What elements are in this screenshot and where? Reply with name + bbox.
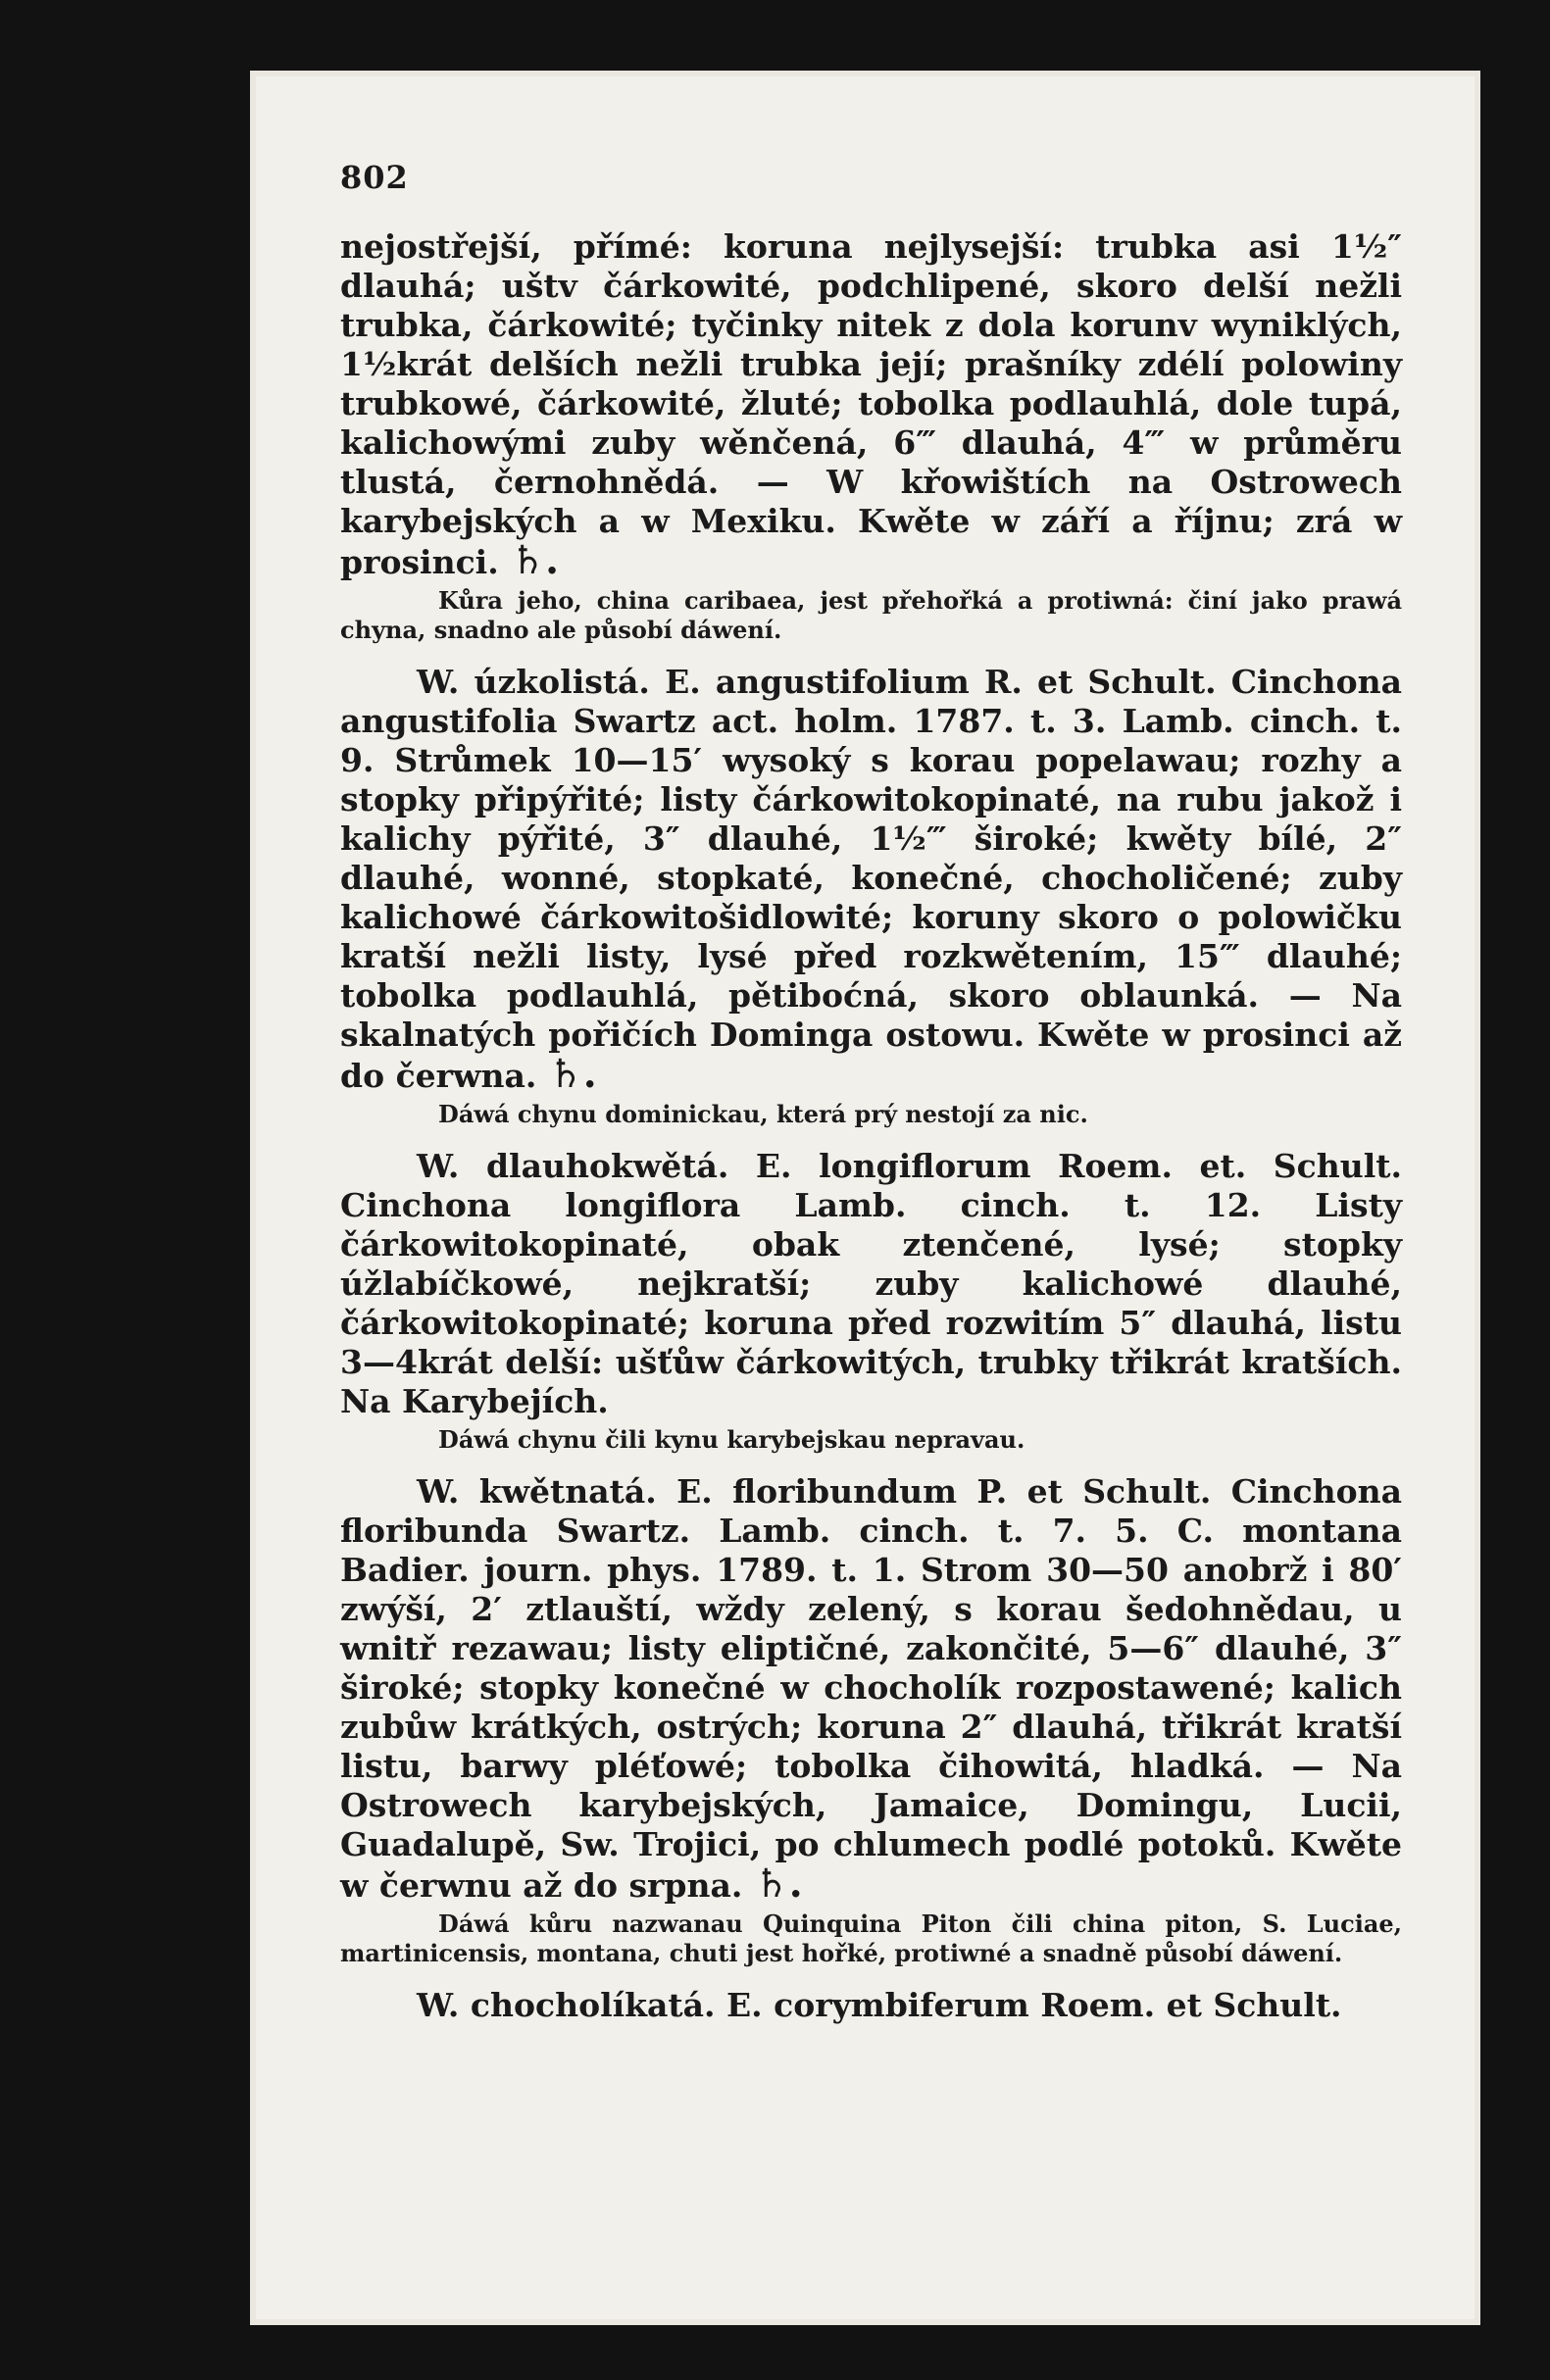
paragraph-text: W. chocholíkatá. E. corymbiferum Roem. et Schult. xyxy=(417,1986,1342,2024)
entry-p5 xyxy=(340,1986,1402,2025)
paragraph xyxy=(340,663,1402,1096)
paragraph xyxy=(340,1986,1402,2025)
paragraph xyxy=(340,227,1402,582)
paragraph xyxy=(340,1147,1402,1421)
entry-p1 xyxy=(340,227,1402,645)
paragraph-note: Dáwá chynu dominickau, která prý nestojí za nic. xyxy=(438,1100,1088,1128)
lifeform-symbol: ♄. xyxy=(510,537,559,583)
paragraph xyxy=(340,1472,1402,1906)
book-page xyxy=(250,71,1480,2325)
lifeform-symbol: ♄. xyxy=(753,1860,803,1907)
paragraph-text: nejostřejší, přímé: koruna nejlysejší: trubka asi 1½″ dlauhá; uštv čárkowité, podchlipené, skoro delší nežli trubka, čárkowité; tyčinky nitek z dola korunv wyniklých, 1½krát delších nežli trubka její; prašníky zdélí polowiny trubkowé, čárkowité, žluté; tobolka podlauhlá, dole tupá, kalichowými zuby wěnčená, 6‴ dlauhá, 4‴ w průměru tlustá, černohnědá. — W křowištích na Ostrowech karybejských a w Mexiku. Kwěte w září a říjnu; zrá w prosinci. xyxy=(340,227,1402,581)
entry-p4 xyxy=(340,1472,1402,1968)
paragraph-text: W. kwětnatá. E. floribundum P. et Schult. Cinchona floribunda Swartz. Lamb. cinch. t. 7. 5. C. montana Badier. journ. phys. 1789. t. 1. Strom 30—50 anobrž i 80′ zwýší, 2′ ztlauští, wždy zelený, s korau šedohnědau, u wnitř rezawau; listy eliptičné, zakončité, 5—6″ dlauhé, 3″ široké; stopky konečné w chocholík rozpostawené; kalich zubůw krátkých, ostrých; koruna 2″ dlauhá, třikrát kratší listu, barwy pléťowé; tobolka čihowitá, hladká. — Na Ostrowech karybejských, Jamaice, Domingu, Lucii, Guadalupě, Sw. Trojici, po chlumech podlé potoků. Kwěte w čerwnu až do srpna. xyxy=(340,1472,1402,1905)
paragraph-text: W. dlauhokwětá. E. longiflorum Roem. et. Schult. Cinchona longiflora Lamb. cinch. t. 12. Listy čárkowitokopinaté, obak ztenčené, lysé; stopky úžlabíčkowé, nejkratší; zuby kalichowé dlauhé, čárkowitokopinaté; koruna před rozwitím 5″ dlauhá, listu 3—4krát delší: ušťůw čárkowitých, trubky třikrát kratších. Na Karybejích. xyxy=(340,1147,1402,1420)
lifeform-symbol: ♄. xyxy=(547,1051,597,1097)
paragraph-note: Dáwá kůru nazwanau Quinquina Piton čili china piton, S. Luciae, martinicensis, montana, chuti jest hořké, protiwné a snadně působí dáwení. xyxy=(340,1909,1402,1967)
paragraph-note: Dáwá chynu čili kynu karybejskau nepravau. xyxy=(438,1425,1025,1454)
paragraph-text: W. úzkolistá. E. angustifolium R. et Schult. Cinchona angustifolia Swartz act. holm. 1787. t. 3. Lamb. cinch. t. 9. Strůmek 10—15′ wysoký s korau popelawau; rozhy a stopky připýřité; listy čárkowitokopinaté, na rubu jakož i kalichy pýřité, 3″ dlauhé, 1½‴ široké; kwěty bílé, 2″ dlauhé, wonné, stopkaté, konečné, chocholičené; zuby kalichowé čárkowitošidlowité; koruny skoro o polowičku kratší nežli listy, lysé před rozkwětením, 15‴ dlauhé; tobolka podlauhlá, pětiboćná, skoro oblaunká. — Na skalnatých pořičích Dominga ostowu. Kwěte w prosinci až do čerwna. xyxy=(340,663,1402,1095)
paragraph-note: Kůra jeho, china caribaea, jest přehořká a protiwná: činí jako prawá chyna, snadno ale působí dáwení. xyxy=(340,586,1402,644)
page-number: 802 xyxy=(340,159,409,196)
text-block xyxy=(340,227,1402,2025)
entry-p3 xyxy=(340,1147,1402,1455)
entry-p2 xyxy=(340,663,1402,1129)
